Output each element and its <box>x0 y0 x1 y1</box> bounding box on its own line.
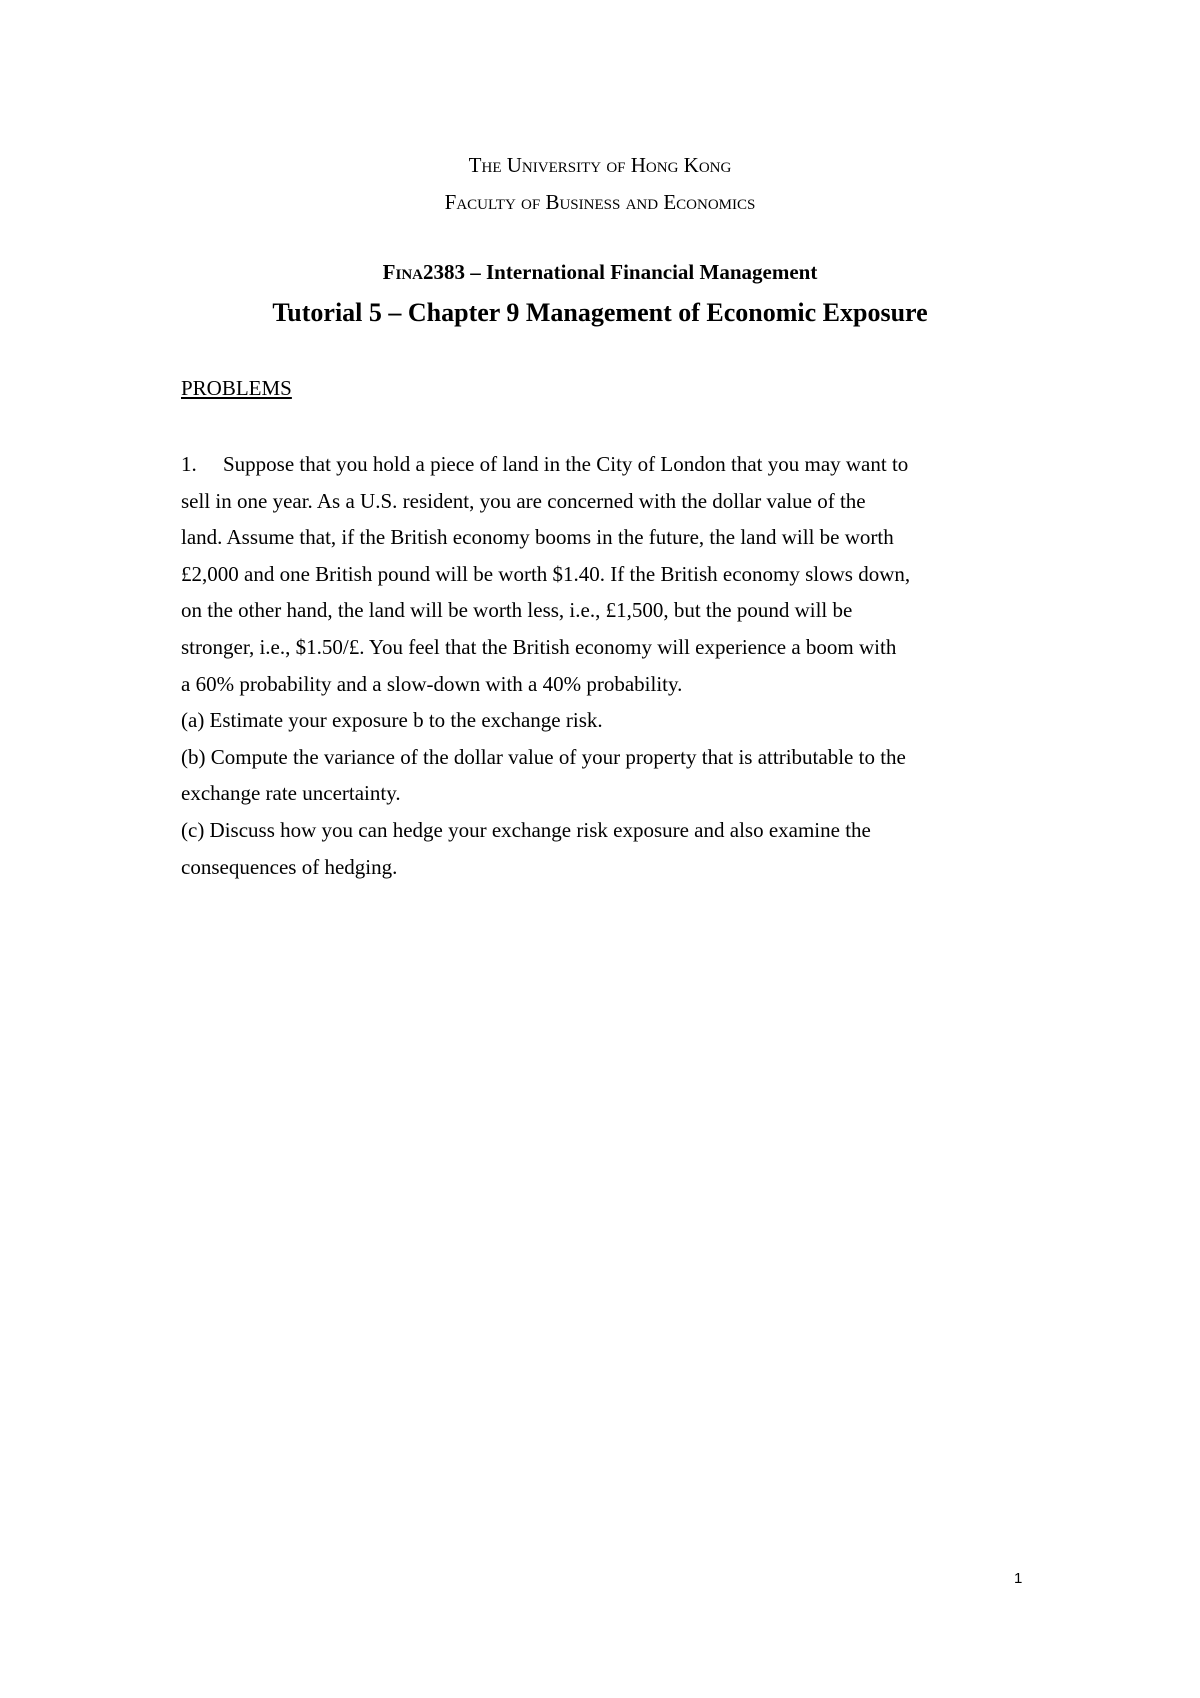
problem-line: £2,000 and one British pound will be worth $1.40. If the British economy slows down, <box>181 561 911 586</box>
course-name: International Financial Management <box>486 260 818 284</box>
problem-line: land. Assume that, if the British economy booms in the future, the land will be worth <box>181 525 894 550</box>
question-b: (b) Compute the variance of the dollar value of your property that is attributable to the <box>181 744 906 769</box>
section-title: PROBLEMS <box>181 376 292 400</box>
problem-text: Suppose that you hold a piece of land in the City of London that you may want to <box>223 452 909 476</box>
problem-line: sell in one year. As a U.S. resident, you are concerned with the dollar value of the <box>181 488 866 513</box>
problem-line: stronger, i.e., $1.50/£. You feel that the British economy will experience a boom with <box>181 634 897 659</box>
question-a: (a) Estimate your exposure b to the exchange risk. <box>181 708 603 733</box>
problem-number: 1. <box>181 452 197 476</box>
university-heading: The University of Hong Kong <box>468 153 732 177</box>
course-code: Fina2383 <box>382 260 465 284</box>
question-b-continued: exchange rate uncertainty. <box>181 781 401 806</box>
faculty-heading: Faculty of Business and Economics <box>444 190 756 214</box>
course-title <box>0 262 1200 283</box>
problem-1 <box>181 446 1041 885</box>
course-separator: – <box>465 260 486 284</box>
tutorial-title: Tutorial 5 – Chapter 9 Management of Economic Exposure <box>272 298 928 327</box>
problem-line: a 60% probability and a slow-down with a 40% probability. <box>181 671 683 696</box>
problem-line: on the other hand, the land will be worth less, i.e., £1,500, but the pound will be <box>181 598 853 623</box>
page-number: 1 <box>1014 1570 1023 1587</box>
question-c: (c) Discuss how you can hedge your exchange risk exposure and also examine the <box>181 817 871 842</box>
problem-line <box>181 446 1041 483</box>
question-c-continued: consequences of hedging. <box>181 854 398 879</box>
